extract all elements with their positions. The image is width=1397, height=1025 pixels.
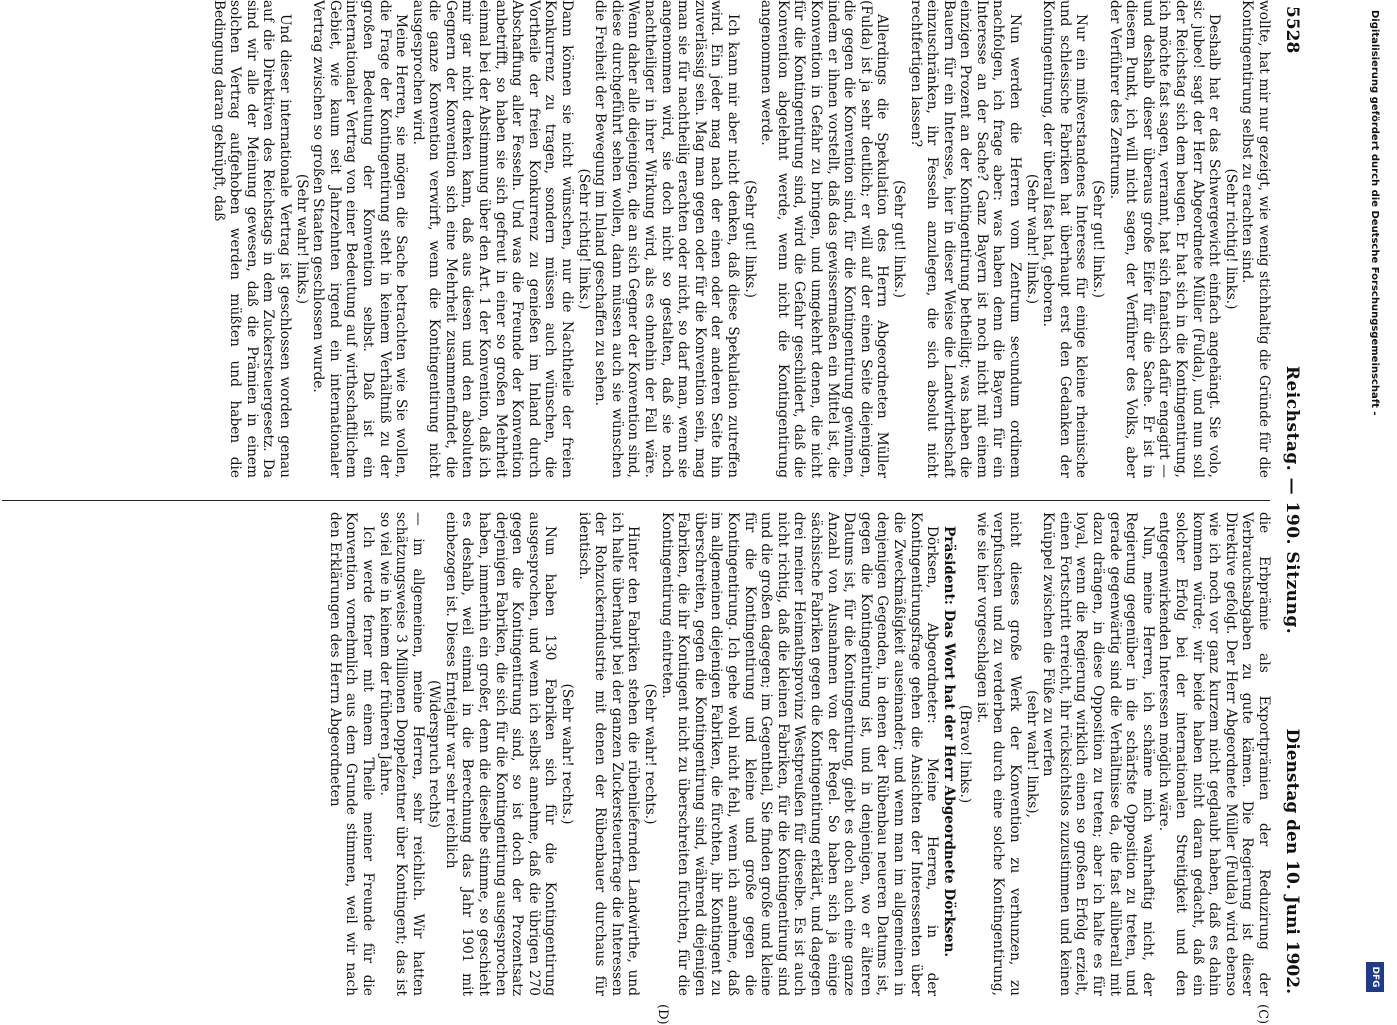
interjection: (Sehr wahr! rechts.) (642, 683, 659, 825)
paragraph: Nun werden die Herren vom Zentrum secundum ordinem nachfolgen, ich frage aber: was haben denn die Bayern für ein Interesse an der Sache? Ganz Bayern ist noch nicht mit einem einzigen Prozent an der Kontingentirung betheiligt; was haben die Bauern für ein Interesse, hier in dieser Weise die Landwirthschaft einzuschränken, ihr Fesseln anzulegen, die sich absolut nicht rechtfertigen lassen? (907, 0, 1024, 478)
interjection: (Sehr wahr! links.) (293, 173, 310, 305)
interjection: (Sehr richtig! links.) (575, 168, 592, 310)
paragraph: Und dieser internationale Vertrag ist geschlossen worden genau auf die Direktiven des Reichstags in dem Zuckersteuergesetz. Da sind wir alle der Meinung gewesen, daß die Prämien in einem solchen Vertrag aufgehoben werden müßten und haben die Bedingung daran geknüpft, daß (210, 0, 293, 478)
margin-marker-d: (D) (655, 1004, 670, 1025)
right-column (4, 512, 1272, 996)
dfg-logo: DFG (1366, 962, 1384, 992)
interjection: (Sehr wahr! rechts.) (559, 683, 576, 825)
interjection: (Sehr gut! links.) (890, 179, 907, 299)
paragraph: Dann können sie nicht wünschen, nur die Nachtheile der freien Konkurrenz zu tragen, sondern müssen auch wünschen, die Vortheile der freien Konkurrenz zu genießen im Inland durch Abschaffung aller Fesseln. Und was die Freunde der Konvention anbetrifft, so haben sie sich gefreut in einer so großen Mehrheit einmal bei der Abstimmung über den Art. 1 der Konvention, daß ich mir gar nicht denken kann, daß aus diesen und den absoluten Gegnern der Konvention sich eine Mehrheit zusammenfindet, die die ganze Konvention verwirft, wenn die Kontingentirung nicht ausgesprochen wird. (409, 0, 576, 478)
paragraph: nicht dieses große Werk der Konvention zu verhunzen, zu verpfuschen und zu verderben durch eine solche Kontingentirung, wie sie hier vorgeschlagen ist. (973, 512, 1024, 996)
paragraph: Nun haben 130 Fabriken sich für die Kontingentirung ausgesprochen, und wenn ich selbst annehme, daß die übrigen 270 gegen die Kontingentirung sind, so ist doch der Prozentsatz derjenigen Fabriken, die sich für die Kontingentirung ausgesprochen haben, immerhin ein großer, denn die dieselbe stimme, so geschieht es deshalb, weil einmal in die Berechnung das Jahr 1901 mit einbezogen ist. Dieses Erntejahr war sehr reichlich (442, 512, 559, 996)
page-number: 5528 (1282, 6, 1302, 54)
interjection: (Bravo! links.) (957, 704, 974, 804)
digitization-footer (1352, 0, 1392, 1000)
paragraph: Nun, meine Herren, ich schäme mich wahrhaftig nicht, der Regierung gegenüber in die schärfste Opposition zu treten, und gerade gegenwärtig sind die Verhältnisse da, die fast allüberall mit dazu drängen, in diese Opposition zu treten; aber ich halte es für loyal, wenn die Regierung wirklich einen so großen Erfolg erzielt, einen Fortschritt erreicht, ihr rücksichtslos zuzustimmen und keinen Knüppel zwischen die Füße zu werfen (1040, 512, 1156, 996)
paragraph: Dörksen, Abgeordneter: Meine Herren, in der Kontingentirungsfrage gehen die Ansichten der Interessenten über die Zweckmäßigkeit auseinander; und wenn man im allgemeinen in denjenigen Gegenden, in denen der Rübenbau neueren Datums ist, gegen die Kontingentirung ist, und in denjenigen, wo er älteren Datums ist, für die Kontingentirung, giebt es doch auch eine ganze Anzahl von Ausnahmen von der Regel. So haben sich ja einige sächsische Fabriken gegen die Kontingentirung erklärt, und dagegen drei meiner Heimathsprovinz Westpreußen für dieselbe. Es ist auch nicht richtig, daß die kleinen Fabriken, für die Kontingentirung sind und die großen dagegen; im Gegentheil, Sie finden große und kleine für die Kontingentirung und kleine und große gegen die Kontingentirung. Ich gehe wohl nicht fehl, wenn ich annehme, daß im allgemeinen diejenigen Fabriken, die fürchten, ihr Kontingent zu überschreiten, gegen die Kontingentirung sind, während diejenigen Fabriken, die ihr Kontingent nicht zu überschreiten fürchten, für die Kontingentirung eintreten. (658, 512, 941, 996)
interjection: (Sehr wahr! links.) (1023, 173, 1040, 305)
paragraph: Ich werde ferner mit einem Theile meiner Freunde für die Konvention vornehmlich aus dem Grunde stimmen, weil wir nach den Erklärungen des Herrn Abgeordneten (326, 512, 376, 996)
interjection: (Widerspruch rechts) (426, 680, 443, 828)
column-divider (2, 500, 1270, 501)
session-date: Dienstag den 10. Juni 1902. (1282, 728, 1302, 994)
paragraph: Nur ein mißverstandenes Interesse für einige kleine rheinische und schlesische Fabriken hat überhaupt erst den Gedanken der Kontingentirung, der überall fast hat, geboren. (1040, 0, 1090, 478)
paragraph: wollte, hat mir nur gezeigt, wie wenig stichhaltig die Gründe für die Kontingentirung selbst zu erachten sind. (1239, 0, 1272, 478)
page-header (1278, 0, 1302, 1000)
margin-marker-c: (C) (1255, 1004, 1270, 1025)
interjection: (Sehr gut! links.) (1090, 179, 1107, 299)
paragraph: Meine Herren, sie mögen die Sache betrachten wie Sie wollen, die Frage der Kontingentirung steht in keinem Verhältniß zu der großen Bedeutung der Konvention selbst. Daß ist ein internationaler Vertrag von einer Bedeutung auf wirthschaftlichem Gebiet, wie kaum seit Jahrzehnten irgend ein internationaler Vertrag zwischen so großen Staaten geschlossen wurde. (310, 0, 410, 478)
interjection: (Sehr gut! links.) (741, 179, 758, 299)
paragraph: Deshalb hat er das Schwergewicht einfach angehängt. Sie volo, sic jubeo! sagt der Herr Abgeordnete Müller (Fulda), und nun soll der Reichstag sich dem beugen. Er hat sich in die Kontingentirung, ich möchte fast sagen, verrannt, hat sich fanatisch dafür engagirt — und deshalb dieser überaus große Eifer für die Sache. Er ist in diesem Punkt, ich will nicht sagen, der Verführer des Volks, aber der Verführer des Zentrums. (1106, 0, 1223, 478)
interjection: (sehr wahr! links), (1023, 690, 1040, 818)
left-column (4, 0, 1272, 478)
interjection: (Sehr richtig! links.) (1222, 168, 1239, 310)
paragraph: Ich kann mir aber nicht denken, daß diese Spekulation zutreffen wird. Ein jeder mag nach der einen oder der anderen Seite hin zuverlässig sein. Mag man gegen oder für die Konvention sein, mag man sie für nachtheilig erachten oder nicht, so darf man, wenn sie angenommen wird, sie doch nicht so gestalten, daß sie noch nachtheiliger in ihrer Wirkung wird, als es ohnehin der Fall wäre. Wenn daher alle diejenigen, die an sich Gegner der Konvention sind, diese durchgeführt sehen wollen, dann müssen auch sie wünschen die Freiheit der Bewegung im Inland geschaffen zu sehen. (592, 0, 741, 478)
footer-rotated (1352, 0, 1392, 1000)
running-title: Reichstag. — 190. Sitzung. (1282, 365, 1302, 635)
speaker-announcement: Präsident: Das Wort hat der Herr Abgeordnete Dörksen. (940, 526, 957, 958)
paragraph: Allerdings die Spekulation des Herrn Abgeordneten Müller (Fulda) ist ja sehr deutlich; er will auf der einen Seite diejenigen, die gegen die Konvention sind, für die Kontingentirung gewinnen, indem er ihnen vorstellt, daß das gewissermaßen ein Mittel ist, die Konvention in Gefahr zu bringen, und umgekehrt denen, die nicht für die Kontingentirung sind, wird die Gefahr geschildert, daß die Konvention abgelehnt werde, wenn nicht die Kontingentirung angenommen werde. (758, 0, 891, 478)
funding-credit: Digitalisierung gefördert durch die Deutsche Forschungsgemeinschaft - (1369, 10, 1380, 416)
paragraph: die Erbprämie als Exportprämien der Reduzirung der Verbrauchsabgaben zu gute kämen. Die Regierung ist dieser Direktive gefolgt. Der Herr Abgeordnete Müller (Fulda) wird ebenso wie ich noch vor ganz kurzem nicht geglaubt haben, daß es dahin kommen würde; wir beide haben nicht daran gedacht, daß ein solcher Erfolg bei der internationalen Streitigkeit und den entgegenwirkenden Interessen möglich wäre. (1156, 512, 1272, 996)
paragraph: Hinter den Fabriken stehen die rübenliefernden Landwirthe, und ich halte überhaupt bei der ganzen Zuckersteuerfrage die Interessen der Rohzuckerindustrie mit denen der Rübenbauer durchaus für identisch. (575, 512, 642, 996)
paragraph: — im allgemeinen, meine Herren, sehr reichlich. Wir hatten schätzungsweise 3 Millionen Doppelzentner über Kontingent; das ist so viel wie in keinem der früheren Jahre. (376, 512, 426, 996)
